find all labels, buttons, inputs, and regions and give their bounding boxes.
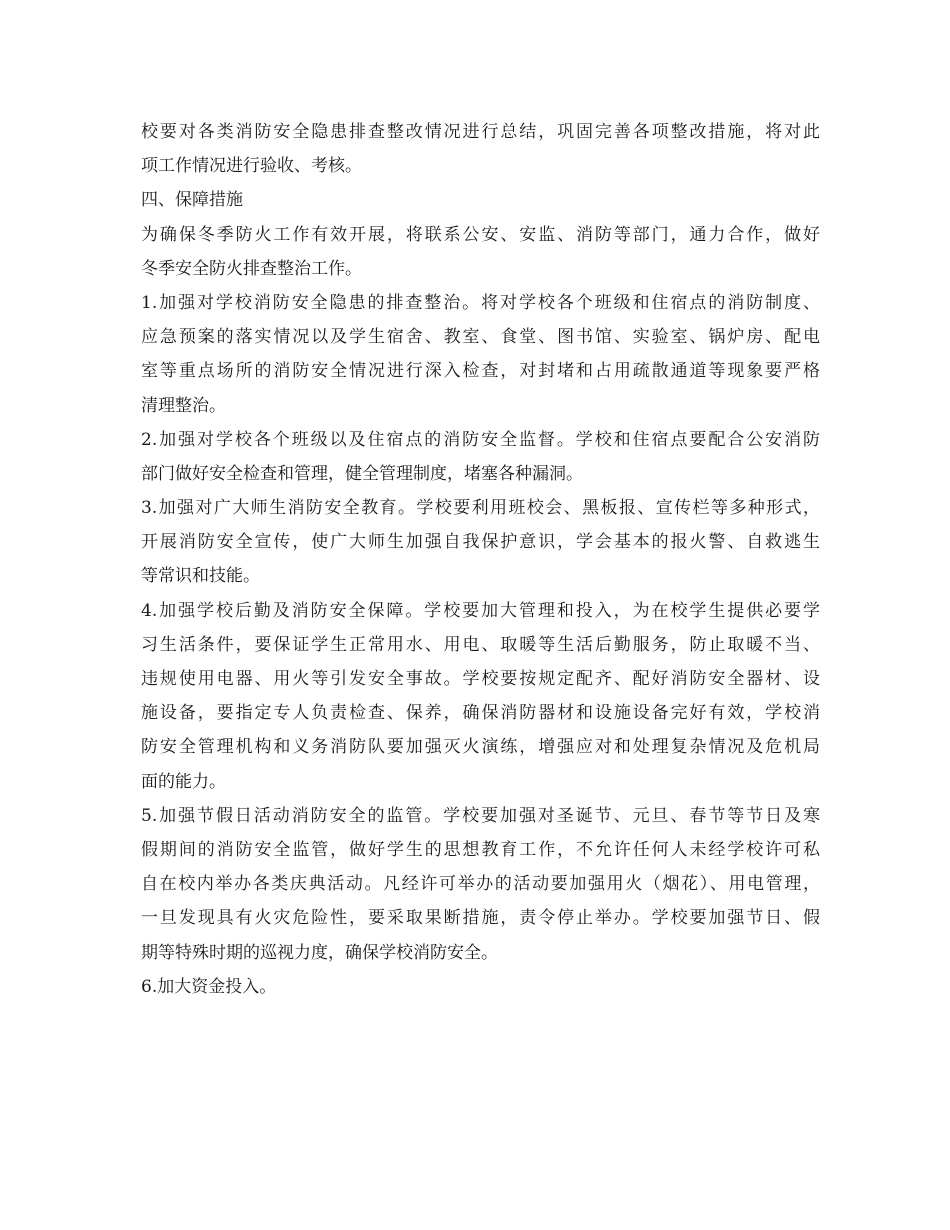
list-item-2-line: 2.加强对学校各个班级以及住宿点的消防安全监督。学校和住宿点要配合公安消防 — [141, 429, 820, 450]
text-line: 校要对各类消防安全隐患排查整改情况进行总结，巩固完善各项整改措施，将对此 — [141, 122, 820, 142]
text-line: 期等特殊时期的巡视力度，确保学校消防安全。 — [141, 942, 498, 963]
text-line: 假期间的消防安全监管，做好学生的思想教育工作，不允许任何人未经学校许可私 — [141, 839, 820, 860]
text-line: 为确保冬季防火工作有效开展，将联系公安、安监、消防等部门，通力合作，做好 — [141, 224, 820, 245]
list-item-3-line: 3.加强对广大师生消防安全教育。学校要利用班校会、黑板报、宣传栏等多种形式， — [141, 498, 820, 519]
text-line: 等常识和技能。 — [141, 566, 260, 587]
list-item-5-line: 5.加强节假日活动消防安全的监管。学校要加强对圣诞节、元旦、春节等节日及寒 — [141, 805, 820, 826]
text-line: 部门做好安全检查和管理，健全管理制度，堵塞各种漏洞。 — [141, 463, 583, 484]
text-line: 应急预案的落实情况以及学生宿舍、教室、食堂、图书馆、实验室、锅炉房、配电 — [141, 327, 820, 348]
text-line: 面的能力。 — [141, 771, 226, 792]
text-line: 习生活条件，要保证学生正常用水、用电、取暖等生活后勤服务，防止取暖不当、 — [141, 634, 820, 655]
text-line: 室等重点场所的消防安全情况进行深入检查，对封堵和占用疏散通道等现象要严格 — [141, 361, 820, 382]
section-heading: 四、保障措施 — [141, 190, 243, 211]
list-item-6-line: 6.加大资金投入。 — [141, 976, 277, 997]
text-line: 一旦发现具有火灾危险性，要采取果断措施，责令停止举办。学校要加强节日、假 — [141, 908, 820, 929]
document-body — [141, 115, 820, 1004]
text-line: 违规使用电器、用火等引发安全事故。学校要按规定配齐、配好消防安全器材、设 — [141, 669, 820, 689]
text-line: 清理整治。 — [141, 395, 226, 416]
text-line: 冬季安全防火排查整治工作。 — [141, 258, 362, 279]
text-line: 项工作情况进行验收、考核。 — [141, 156, 362, 177]
text-line: 防安全管理机构和义务消防队要加强灭火演练，增强应对和处理复杂情况及危机局 — [141, 737, 820, 758]
text-line: 自在校内举办各类庆典活动。凡经许可举办的活动要加强用火（烟花）、用电管理， — [141, 874, 820, 895]
text-line: 开展消防安全宣传，使广大师生加强自我保护意识，学会基本的报火警、自救逃生 — [141, 532, 820, 553]
text-line: 施设备，要指定专人负责检查、保养，确保消防器材和设施设备完好有效，学校消 — [141, 703, 820, 724]
list-item-1-line: 1.加强对学校消防安全隐患的排查整治。将对学校各个班级和住宿点的消防制度、 — [141, 292, 820, 313]
list-item-4-line: 4.加强学校后勤及消防安全保障。学校要加大管理和投入，为在校学生提供必要学 — [141, 600, 820, 621]
